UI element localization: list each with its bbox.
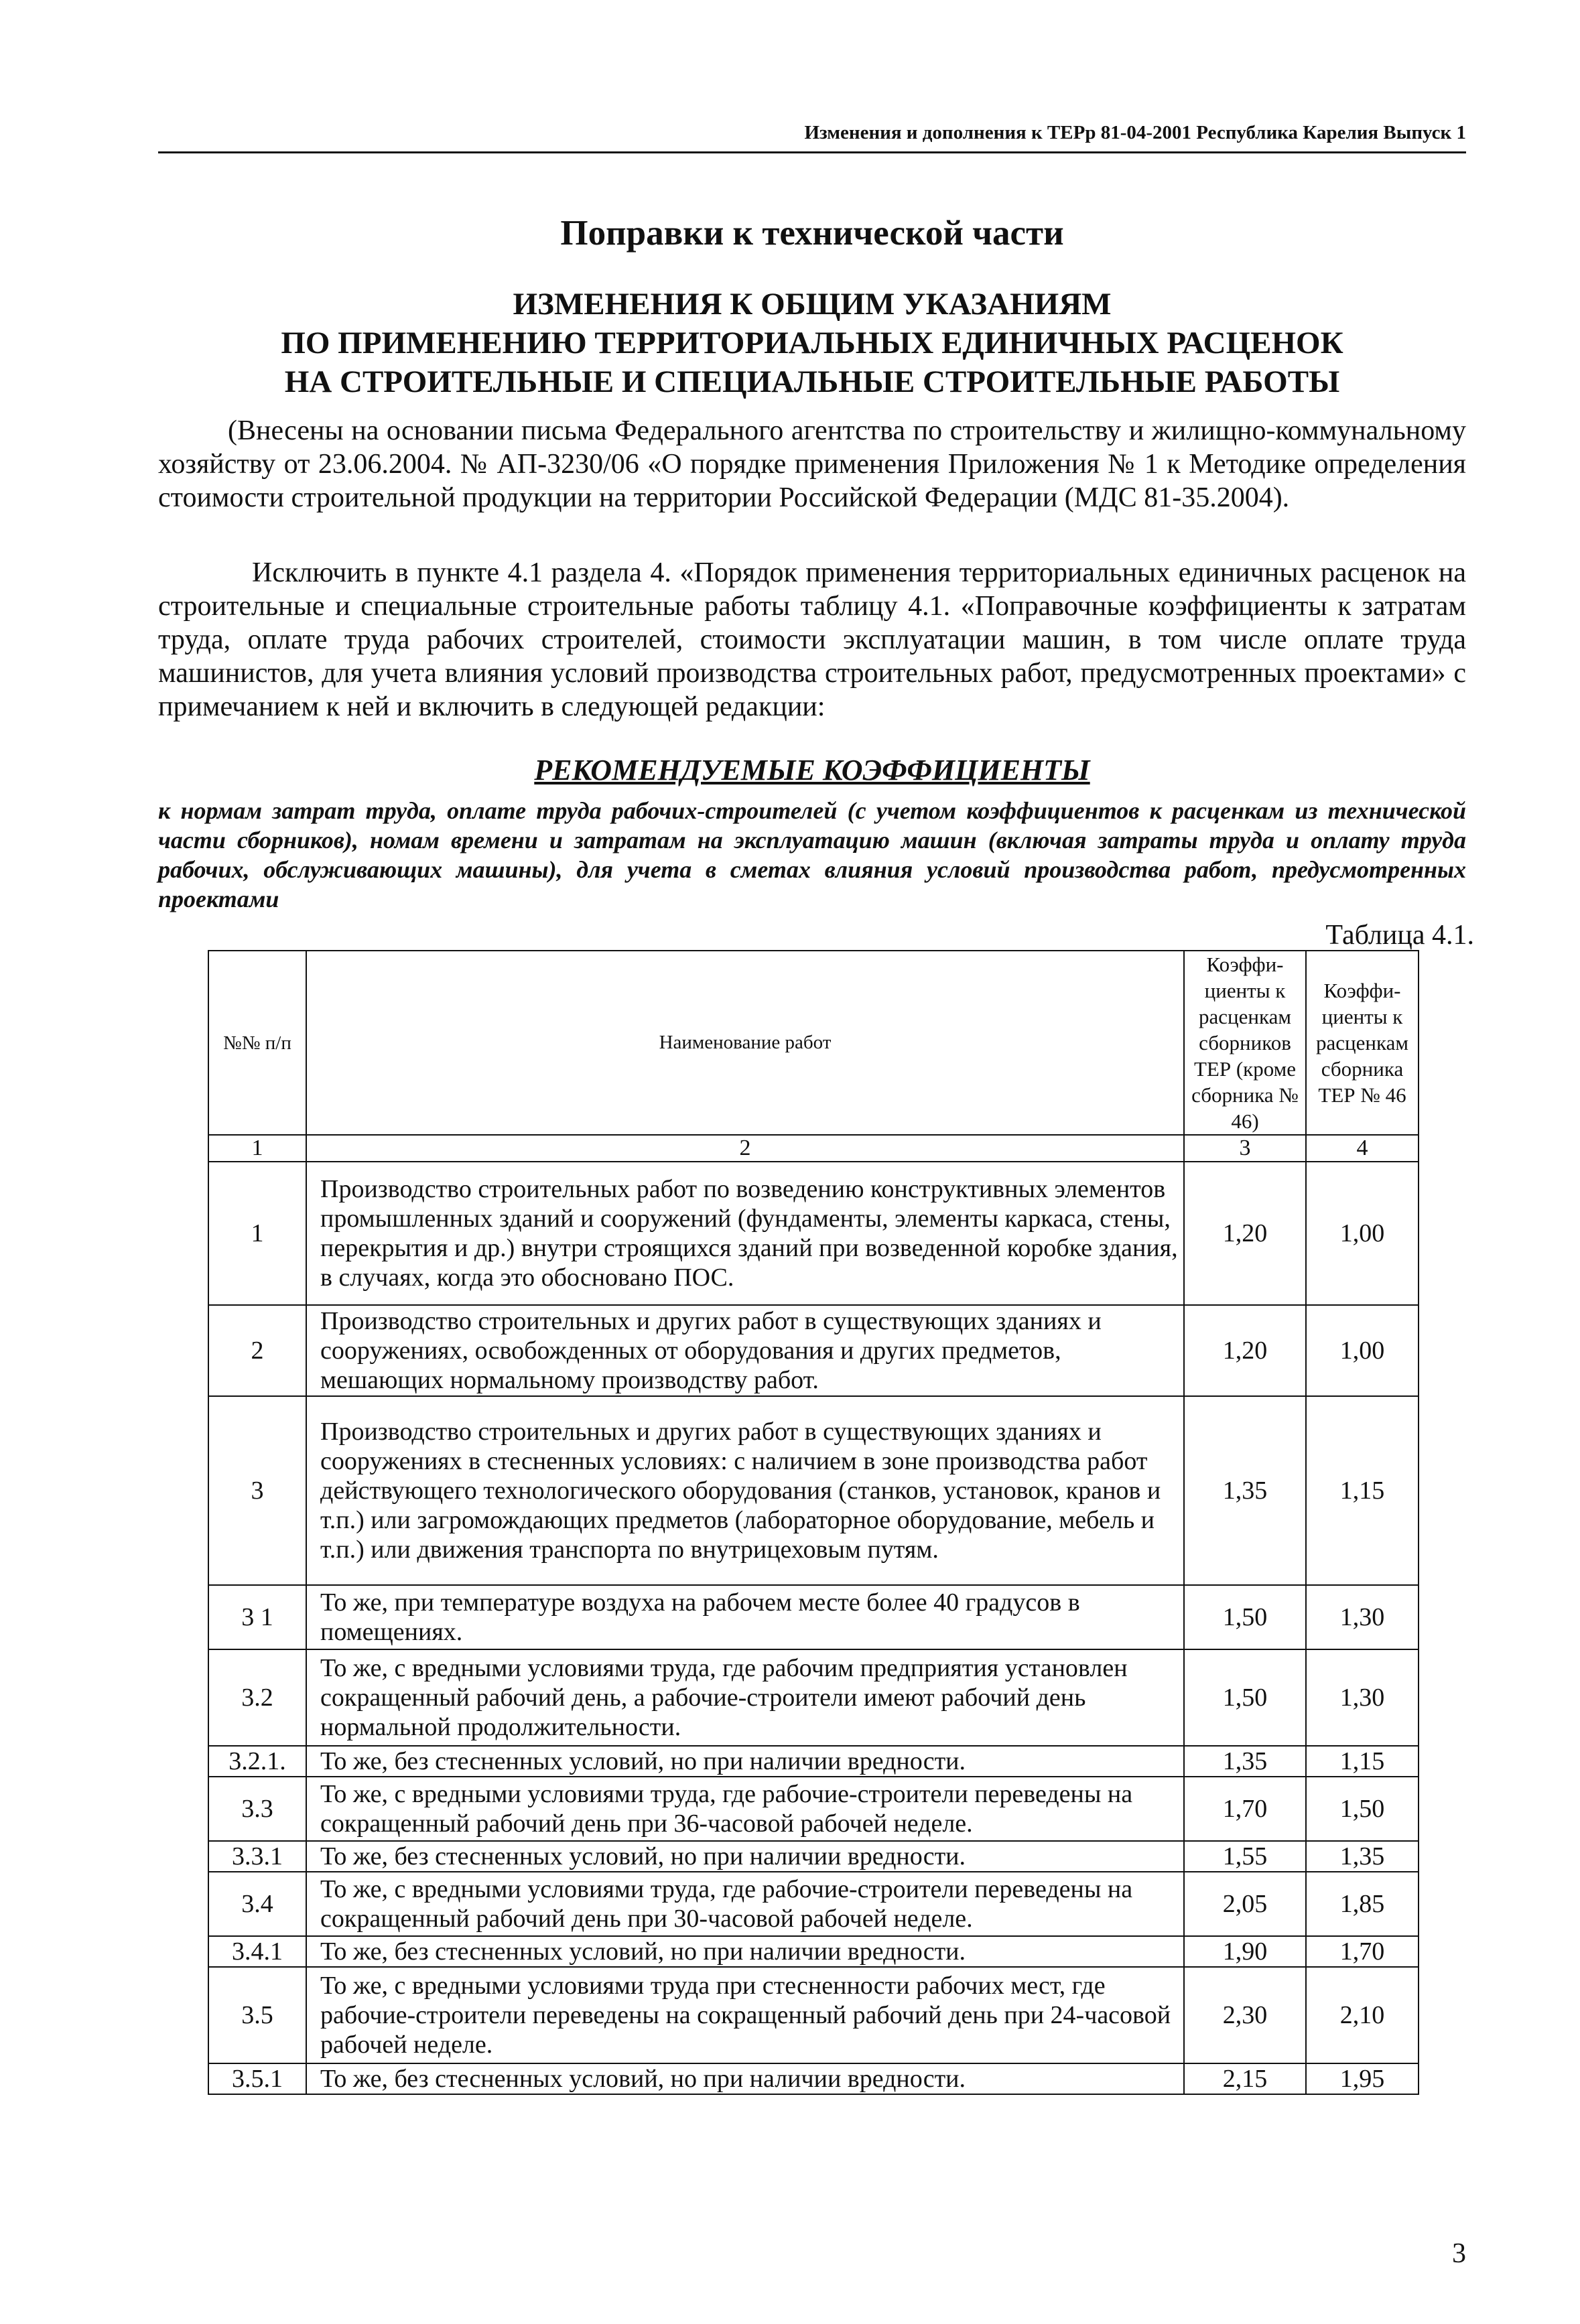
- row-num: 3.5.1: [208, 2063, 306, 2094]
- row-num: 3.5: [208, 1967, 306, 2063]
- row-coef46: 1,95: [1306, 2063, 1419, 2094]
- page-title: Поправки к технической части: [560, 214, 1064, 253]
- row-coef: 1,20: [1184, 1305, 1306, 1396]
- row-name: То же, без стесненных условий, но при наличии вредности.: [306, 1841, 1184, 1872]
- recommended-coefficients-title: РЕКОМЕНДУЕМЫЕ КОЭФФИЦИЕНТЫ: [534, 754, 1090, 787]
- row-num: 3.4.1: [208, 1936, 306, 1967]
- section-heading: [158, 285, 1466, 401]
- column-number: 3: [1184, 1135, 1306, 1162]
- table-row: [208, 1872, 1419, 1936]
- row-coef: 1,50: [1184, 1585, 1306, 1649]
- row-num: 3.3: [208, 1777, 306, 1841]
- table-row: [208, 1585, 1419, 1649]
- row-name: То же, с вредными условиями труда, где рабочим предприятия установлен сокращенный рабочий день, а рабочие-строители имеют рабочий день нормальной продолжительности.: [306, 1649, 1184, 1746]
- section-heading-line: НА СТРОИТЕЛЬНЫЕ И СПЕЦИАЛЬНЫЕ СТРОИТЕЛЬНЫЕ РАБОТЫ: [284, 364, 1340, 399]
- running-head: Изменения и дополнения к ТЕРр 81-04-2001 Республика Карелия Выпуск 1: [804, 122, 1466, 143]
- table-row: [208, 1162, 1419, 1305]
- row-num: 3.2: [208, 1649, 306, 1746]
- column-number: 4: [1306, 1135, 1419, 1162]
- row-num: 3 1: [208, 1585, 306, 1649]
- row-coef46: 1,30: [1306, 1649, 1419, 1746]
- row-name: То же, без стесненных условий, но при наличии вредности.: [306, 1936, 1184, 1967]
- row-name: То же, при температуре воздуха на рабочем месте более 40 градусов в помещениях.: [306, 1585, 1184, 1649]
- row-coef: 1,35: [1184, 1396, 1306, 1585]
- row-num: 1: [208, 1162, 306, 1305]
- row-coef: 2,30: [1184, 1967, 1306, 2063]
- row-name: Производство строительных и других работ в существующих зданиях и сооружениях в стесненных условиях: с наличием в зоне производства работ действующего технологического оборудования (станков, установок, кранов и т.п.) или загромождающих предметов (лабораторное оборудование, мебель и т.п.) или движения транспорта по внутрицеховым путям.: [306, 1396, 1184, 1585]
- row-name: То же, с вредными условиями труда при стесненности рабочих мест, где рабочие-строители переведены на сокращенный рабочий день при 24-часовой рабочей неделе.: [306, 1967, 1184, 2063]
- row-name: То же, без стесненных условий, но при наличии вредности.: [306, 2063, 1184, 2094]
- header-coef-ter: Коэффи-циенты к расценкам сборников ТЕР (кроме сборника № 46): [1184, 951, 1306, 1135]
- row-coef: 2,15: [1184, 2063, 1306, 2094]
- row-coef46: 1,15: [1306, 1396, 1419, 1585]
- section-heading-line: ПО ПРИМЕНЕНИЮ ТЕРРИТОРИАЛЬНЫХ ЕДИНИЧНЫХ РАСЦЕНОК: [281, 326, 1343, 360]
- row-coef: 1,50: [1184, 1649, 1306, 1746]
- row-num: 2: [208, 1305, 306, 1396]
- table-row: [208, 1841, 1419, 1872]
- row-coef46: 1,50: [1306, 1777, 1419, 1841]
- row-coef46: 1,85: [1306, 1872, 1419, 1936]
- header-name: Наименование работ: [306, 951, 1184, 1135]
- table-row: [208, 1936, 1419, 1967]
- row-name: То же, с вредными условиями труда, где рабочие-строители переведены на сокращенный рабочий день при 36-часовой рабочей неделе.: [306, 1777, 1184, 1841]
- row-coef: 2,05: [1184, 1872, 1306, 1936]
- column-number-row: [208, 1135, 1419, 1162]
- coefficients-table: [208, 950, 1419, 2095]
- row-coef: 1,90: [1184, 1936, 1306, 1967]
- row-coef: 1,20: [1184, 1162, 1306, 1305]
- row-coef: 1,35: [1184, 1746, 1306, 1777]
- row-coef46: 1,30: [1306, 1585, 1419, 1649]
- row-coef46: 1,00: [1306, 1162, 1419, 1305]
- row-num: 3: [208, 1396, 306, 1585]
- instruction-paragraph: Исключить в пункте 4.1 раздела 4. «Порядок применения территориальных единичных расценок на строительные и специальные строительные работы таблицу 4.1. «Поправочные коэффициенты к затратам труда, оплате труда рабочих строителей, стоимости эксплуатации машин, в том числе оплате труда машинистов, для учета влияния условий производства строительных работ, предусмотренных проектами» с примечанием к ней и включить в следующей редакции:: [158, 557, 1466, 722]
- header-coef-ter46: Коэффи-циенты к расценкам сборника ТЕР № 46: [1306, 951, 1419, 1135]
- table-label: Таблица 4.1.: [1325, 920, 1474, 951]
- row-coef: 1,70: [1184, 1777, 1306, 1841]
- table-row: [208, 1649, 1419, 1746]
- column-number: 1: [208, 1135, 306, 1162]
- row-coef46: 1,35: [1306, 1841, 1419, 1872]
- row-num: 3.4: [208, 1872, 306, 1936]
- table-row: [208, 1746, 1419, 1777]
- row-coef46: 2,10: [1306, 1967, 1419, 2063]
- row-name: Производство строительных и других работ в существующих зданиях и сооружениях, освобожденных от оборудования и других предметов, мешающих нормальному производству работ.: [306, 1305, 1184, 1396]
- column-number: 2: [306, 1135, 1184, 1162]
- table-row: [208, 1396, 1419, 1585]
- row-num: 3.2.1.: [208, 1746, 306, 1777]
- row-coef46: 1,70: [1306, 1936, 1419, 1967]
- recommended-coefficients-subtitle: к нормам затрат труда, оплате труда рабочих-строителей (с учетом коэффициентов к расценкам из технической части сборников), номам времени и затратам на эксплуатацию машин (включая затраты труда и оплату труда рабочих, обслуживающих машины), для учета в сметах влияния условий производства работ, предусмотренных проектами: [158, 797, 1466, 912]
- table-row: [208, 1967, 1419, 2063]
- row-name: Производство строительных работ по возведению конструктивных элементов промышленных зданий и сооружений (фундаменты, элементы каркаса, стены, перекрытия и др.) внутри строящихся зданий при возведенной коробке здания, в случаях, когда это обосновано ПОС.: [306, 1162, 1184, 1305]
- intro-paragraph: (Внесены на основании письма Федерального агентства по строительству и жилищно-коммунальному хозяйству от 23.06.2004. № АП-3230/06 «О порядке применения Приложения № 1 к Методике определения стоимости строительной продукции на территории Российской Федерации (МДС 81-35.2004).: [158, 415, 1466, 513]
- section-heading-line: ИЗМЕНЕНИЯ К ОБЩИМ УКАЗАНИЯМ: [513, 287, 1112, 322]
- table-header-row: [208, 951, 1419, 1135]
- table-row: [208, 1305, 1419, 1396]
- row-num: 3.3.1: [208, 1841, 306, 1872]
- table-row: [208, 1777, 1419, 1841]
- header-rule: [158, 151, 1466, 153]
- header-num: №№ п/п: [208, 951, 306, 1135]
- row-coef46: 1,00: [1306, 1305, 1419, 1396]
- row-name: То же, с вредными условиями труда, где рабочие-строители переведены на сокращенный рабочий день при 30-часовой рабочей неделе.: [306, 1872, 1184, 1936]
- row-coef46: 1,15: [1306, 1746, 1419, 1777]
- table-row: [208, 2063, 1419, 2094]
- page-number: 3: [1452, 2238, 1466, 2269]
- row-name: То же, без стесненных условий, но при наличии вредности.: [306, 1746, 1184, 1777]
- row-coef: 1,55: [1184, 1841, 1306, 1872]
